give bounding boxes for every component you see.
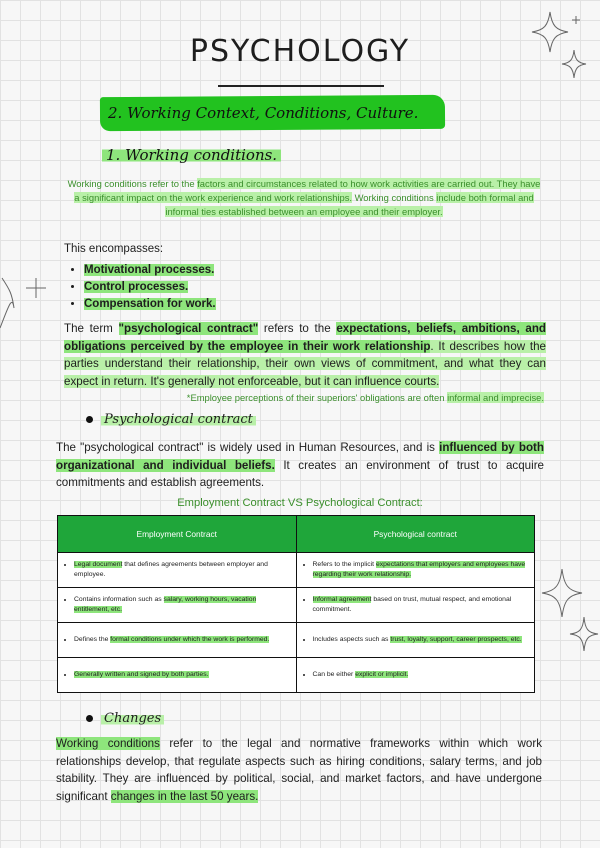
- para-text: The "psychological contract" is widely used in Human Resources, and is: [56, 441, 440, 454]
- table-cell: [58, 588, 297, 623]
- list-item: [84, 262, 216, 279]
- list-item: [84, 279, 216, 296]
- list-item: [84, 296, 216, 313]
- cell-text: Includes aspects such as: [312, 636, 391, 643]
- table-header: Psychological contract: [296, 516, 535, 553]
- para-highlight: expectations, beliefs, ambitions, and obligations perceived by the employee in their work relationship: [64, 322, 546, 353]
- sparkle-mid-right-icon: [540, 565, 600, 675]
- table-row: [58, 658, 535, 693]
- encompasses-label: This encompasses:: [64, 243, 164, 255]
- table-cell: [296, 588, 535, 623]
- cell-highlight: expectations that employers and employees have regarding their work relationship.: [312, 561, 526, 578]
- table-header-row: [58, 516, 535, 553]
- para-text: It creates an environment of trust to acquire commitments and establish agreements.: [56, 458, 545, 489]
- encompass-list: [68, 262, 216, 313]
- intro-highlight-2: include both formal and informal ties established between an employee and their employer.: [165, 192, 534, 217]
- list-item-text: Motivational processes.: [84, 264, 215, 276]
- para-highlight: Working conditions: [56, 737, 160, 750]
- intro-text-2: Working conditions: [352, 192, 437, 203]
- para-text: The term: [64, 322, 119, 335]
- section-heading: 2. Working Context, Conditions, Culture.: [108, 104, 419, 122]
- table-cell: [58, 658, 297, 693]
- table-cell: [296, 658, 535, 693]
- table-row: [58, 553, 535, 588]
- note: [64, 392, 544, 403]
- table-title: Employment Contract VS Psychological Contract:: [177, 497, 423, 509]
- para-text: refers to the: [258, 322, 337, 335]
- para-text: refer to the legal and normative frameworks within which work relationships develop, that regulate aspects such as hiring conditions, salary terms, and job stability. They are influenced by political, social, and market factors, and have undergone significant: [56, 737, 542, 803]
- changes-paragraph: [56, 735, 542, 805]
- bullet-label: Psychological contract: [101, 412, 256, 427]
- para-highlight: influenced by both organizational and individual beliefs.: [56, 441, 544, 472]
- comparison-table: [57, 515, 535, 693]
- note-text: *Employee perceptions of their superiors' obligations are often: [186, 392, 448, 403]
- cell-text: Refers to the implicit: [312, 561, 376, 568]
- psych-detail-paragraph: [56, 439, 544, 492]
- sparkle-left-icon: [0, 268, 50, 348]
- list-item-text: Control processes.: [84, 281, 189, 293]
- cell-text: Defines the: [74, 636, 111, 643]
- list-item-text: Compensation for work.: [84, 298, 216, 310]
- intro-paragraph: [66, 177, 542, 219]
- cell-text: Contains information such as: [74, 596, 164, 603]
- intro-text-1: Working conditions refer to the: [67, 178, 198, 189]
- cell-text: that defines agreements between employer and employee.: [74, 561, 268, 578]
- bullet-dot-icon: [86, 715, 93, 722]
- cell-text: Can be either: [312, 671, 356, 678]
- term-highlight: "psychological contract": [118, 322, 259, 335]
- bullet-dot-icon: [86, 416, 93, 423]
- sub-heading: 1. Working conditions.: [102, 146, 281, 164]
- table-cell: [296, 623, 535, 658]
- changes-bullet: [86, 711, 164, 726]
- title-underline: [218, 85, 384, 87]
- table-cell: [58, 553, 297, 588]
- cell-text: based on trust, mutual respect, and emotional commitment.: [312, 596, 512, 613]
- intro-highlight-1: factors and circumstances related to how work activities are carried out. They have a significant impact on the work experience and work relationships.: [74, 178, 541, 203]
- note-highlight: informal and imprecise.: [447, 392, 544, 403]
- bullet-label: Changes: [101, 711, 164, 726]
- cell-highlight: explicit or implicit.: [355, 671, 409, 678]
- psych-contract-paragraph: [64, 320, 546, 390]
- cell-highlight: trust, loyalty, support, career prospects, etc.: [390, 636, 522, 643]
- table-cell: [296, 553, 535, 588]
- table-row: [58, 588, 535, 623]
- table-header: Employment Contract: [58, 516, 297, 553]
- table-row: [58, 623, 535, 658]
- cell-highlight: salary, working hours, vacation entitlement, etc.: [74, 596, 257, 613]
- para-highlight: . It describes how the parties understand their relationship, their own views of commitment, and what they can expect in return. It's generally not enforceable, but it can influence courts.: [64, 339, 546, 388]
- cell-highlight: Informal agreement: [312, 596, 372, 603]
- cell-highlight: Generally written and signed by both parties.: [74, 671, 209, 678]
- page-title: PSYCHOLOGY: [189, 34, 411, 69]
- para-highlight: changes in the last 50 years.: [110, 789, 259, 803]
- cell-highlight: formal conditions under which the work is performed.: [110, 636, 270, 643]
- cell-highlight: Legal document: [74, 561, 123, 568]
- table-cell: [58, 623, 297, 658]
- psych-contract-bullet: [86, 412, 256, 427]
